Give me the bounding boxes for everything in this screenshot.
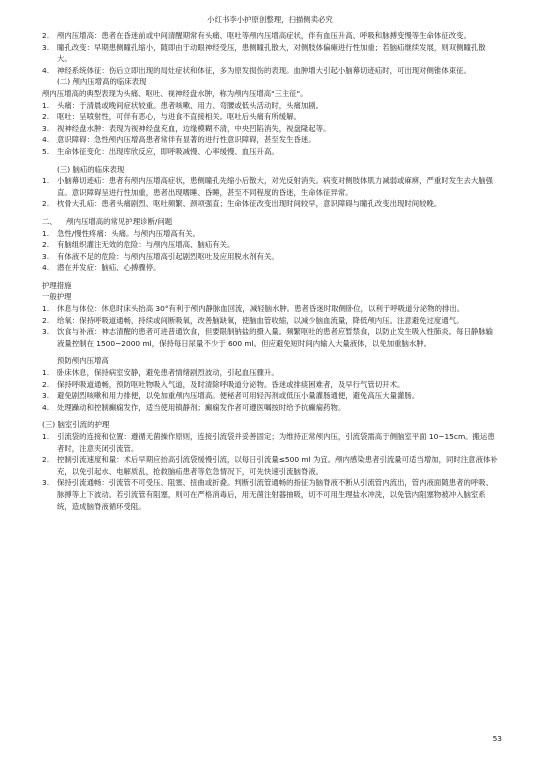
item-number: 1. xyxy=(42,176,50,186)
section-intro: 颅内压增高的典型表现为头痛、呕吐、视神经盘水肿，称为颅内压增高"三主征"。 xyxy=(42,88,308,98)
item-text: 引流袋的连接和位置：遵循无菌操作原则，连接引流袋并妥善固定；为维持正常颅内压，引流袋需高于侧脑室平面 10~15cm。搬运患者时，注意夹闭引流管。 xyxy=(57,432,495,453)
list-item xyxy=(42,30,500,42)
list-item xyxy=(42,239,500,251)
item-number: 1. xyxy=(42,228,50,238)
list-item xyxy=(42,367,500,379)
list-hernia-manifestations xyxy=(42,175,500,210)
item-number: 2. xyxy=(42,455,50,465)
item-number: 2. xyxy=(42,379,50,389)
item-text: 给氧：保持呼吸道通畅，持续或间断吸氧，改善脑缺氧，使脑血管收缩，以减少脑血流量，降低颅内压。注意避免过度通气。 xyxy=(57,315,464,325)
section-title: (三) 脑疝的临床表现 xyxy=(57,164,125,174)
list-item xyxy=(42,111,500,123)
list-item xyxy=(42,315,500,327)
subsection-title: 预防颅内压增高 xyxy=(57,356,109,366)
item-number: 2. xyxy=(42,240,50,250)
item-text: 保持引流通畅：引流管不可受压、阻塞、扭曲或折叠。判断引流管通畅的指征为脑脊液不断从引流管内流出，管内液面随患者的呼吸、脉搏等上下波动。若引流管有阻塞，则可在严格消毒后，用无菌注射器抽吸，切不可用生理盐水冲洗，以免管内阻塞物被冲入脑室系统，造成脑脊液循环受阻。 xyxy=(57,478,494,511)
page-content xyxy=(42,30,500,512)
list-item xyxy=(42,303,500,315)
item-text: 控制引流速度和量：术后早期应抬高引流袋缓慢引流，以每日引流量≤500 ml 为宜。颅内感染患者引流量可适当增加，同时注意液体补充，以免引起水、电解质乱，抢救脑疝患者等危急情况下，可先快速引流脑脊液。 xyxy=(57,455,498,476)
item-number: 1. xyxy=(42,304,50,314)
item-text: 休息与体位：休息时床头抬高 30°有利于颅内静脉血回流，减轻脑水肿。患者昏迷时取侧卧位，以利于呼吸道分泌物的排出。 xyxy=(57,304,465,314)
item-number: 4. xyxy=(42,135,50,145)
item-text: 急性/慢性疼痛：头痛。与颅内压增高有关。 xyxy=(57,228,200,238)
list-item xyxy=(42,198,500,210)
list-item xyxy=(42,146,500,158)
list-item xyxy=(42,326,500,349)
item-number: 2. xyxy=(42,315,50,325)
item-number: 3. xyxy=(42,391,50,401)
list-item xyxy=(42,65,500,77)
item-number: 3. xyxy=(42,327,50,337)
section-title: 护理措施 xyxy=(42,280,72,290)
item-number: 4. xyxy=(42,263,50,273)
item-number: 3. xyxy=(42,251,50,261)
page-header: 小红书李小护原创整理，扫描侧卖必究 xyxy=(207,15,333,24)
item-text: 保持呼吸道通畅，预防呕吐物吸入气道，及时清除呼吸道分泌物。昏迷或排痰困难者，及早行气管切开术。 xyxy=(57,379,405,389)
item-text: 头痛：于清晨或晚间症状较重。患者咳嗽、用力、弯腰或低头活动时，头痛加剧。 xyxy=(57,100,324,110)
list-item xyxy=(42,454,500,477)
list-item xyxy=(42,42,500,65)
subsection-title: 一般护理 xyxy=(42,292,72,302)
list-item xyxy=(42,175,500,198)
item-text: 避免剧烈咳嗽和用力排便，以免加重颅内压增高。便秘者可用轻泻剂或低压小量灌肠通便，避免高压大量灌肠。 xyxy=(57,391,420,401)
item-number: 1. xyxy=(42,100,50,110)
item-text: 潜在并发症：脑疝、心搏骤停。 xyxy=(57,263,161,273)
item-text: 颅内压增高：患者在昏迷前或中间清醒期常有头痛、呕吐等颅内压增高症状，伴有血压升高、呼吸和脉搏变慢等生命体征改变。 xyxy=(57,31,471,40)
item-number: 2. xyxy=(42,112,50,122)
list-item xyxy=(42,134,500,146)
item-number: 4. xyxy=(42,402,50,412)
section-title: 二、 颅内压增高的常见护理诊断/问题 xyxy=(42,216,173,226)
list-nursing-diagnoses xyxy=(42,228,500,274)
list-item xyxy=(42,262,500,274)
list-item xyxy=(42,431,500,454)
list-general-care xyxy=(42,303,500,349)
item-text: 有体液不足的危险：与颅内压增高引起剧烈呕吐及应用脱水剂有关。 xyxy=(57,251,279,261)
list-item xyxy=(42,100,500,112)
item-text: 呕吐：呈喷射性，可伴有恶心，与进食不直接相关。呕吐后头痛有所缓解。 xyxy=(57,112,301,122)
item-number: 3. xyxy=(42,42,50,52)
item-text: 小脑幕切迹疝：患者有颅内压增高症状，患侧瞳孔先缩小后散大，对光反射消失。病变对侧肢体肌力减弱或麻痹，严重时发生去大脑强直。意识障碍呈进行性加重，患者出现嗜睡、昏睡，甚至不同程度的昏迷，生命体征异常。 xyxy=(57,176,494,197)
item-number: 5. xyxy=(42,146,50,156)
item-number: 2. xyxy=(42,31,50,40)
list-item xyxy=(42,251,500,263)
item-number: 1. xyxy=(42,432,50,441)
list-item xyxy=(42,390,500,402)
item-text: 饮食与补液：神志清醒的患者可进普通饮食，但要限制钠盐的摄入量。频繁呕吐的患者应暂禁食，以防止发生吸入性肺炎。每日静脉输液量控制在 1500~2000 ml，保持每日尿量不少于 600 ml。但应避免短时间内输入大量液体，以免加重脑水肿。 xyxy=(57,327,494,348)
item-text: 有脑组织灌注无效的危险：与颅内压增高、脑疝有关。 xyxy=(57,240,235,250)
item-text: 神经系统体征：伤后立即出现的局灶症状和体征，多为原发损伤的表现。血肿增大引起小脑幕切迹疝时，可出现对侧锥体束征。 xyxy=(57,65,471,75)
item-text: 卧床休息，保持病室安静，避免患者情绪剧烈波动，引起血压骤升。 xyxy=(57,368,279,378)
item-text: 枕骨大孔疝：患者头痛剧烈、呕吐频繁、颈项强直；生命体征改变出现时间较早，意识障碍与瞳孔改变出现时间较晚。 xyxy=(57,199,442,209)
list-icp-manifestations xyxy=(42,100,500,158)
list-ventricular-drainage xyxy=(42,431,500,512)
list-item xyxy=(42,379,500,391)
list-item xyxy=(42,228,500,240)
item-text: 处理躁动和控制癫痫发作，适当使用镇静剂；癫痫发作者可遵医嘱按时给予抗癫痫药物。 xyxy=(57,402,346,412)
section-title: (三) 脑室引流的护理 xyxy=(42,420,110,430)
list-item xyxy=(42,402,500,414)
list-prevent-icp xyxy=(42,367,500,413)
item-text: 视神经盘水肿：表现为视神经盘充血，边缘模糊不清，中央凹陷消失，视盘隆起等。 xyxy=(57,123,331,133)
item-text: 瞳孔改变：早期患侧瞳孔缩小，随即由于动眼神经受压，患侧瞳孔散大，对侧肢体偏瘫进行性加重；若脑疝继续发展，则双侧瞳孔散大。 xyxy=(57,42,486,64)
list-item xyxy=(42,477,500,512)
item-text: 生命体征变化：出现库欣反应，即呼吸减慢、心率缓慢、血压升高。 xyxy=(57,146,279,156)
item-number: 1. xyxy=(42,368,50,378)
list-item xyxy=(42,123,500,135)
item-number: 3. xyxy=(42,478,50,488)
item-number: 3. xyxy=(42,123,50,133)
item-text: 意识障碍：急性颅内压增高患者常伴有显著的进行性意识障碍，甚至发生昏迷。 xyxy=(57,135,316,145)
item-number: 4. xyxy=(42,65,50,75)
section-title: (二) 颅内压增高的临床表现 xyxy=(57,77,147,87)
page-number: 53 xyxy=(492,734,502,743)
item-number: 2. xyxy=(42,199,50,209)
list-icp-signs xyxy=(42,30,500,76)
